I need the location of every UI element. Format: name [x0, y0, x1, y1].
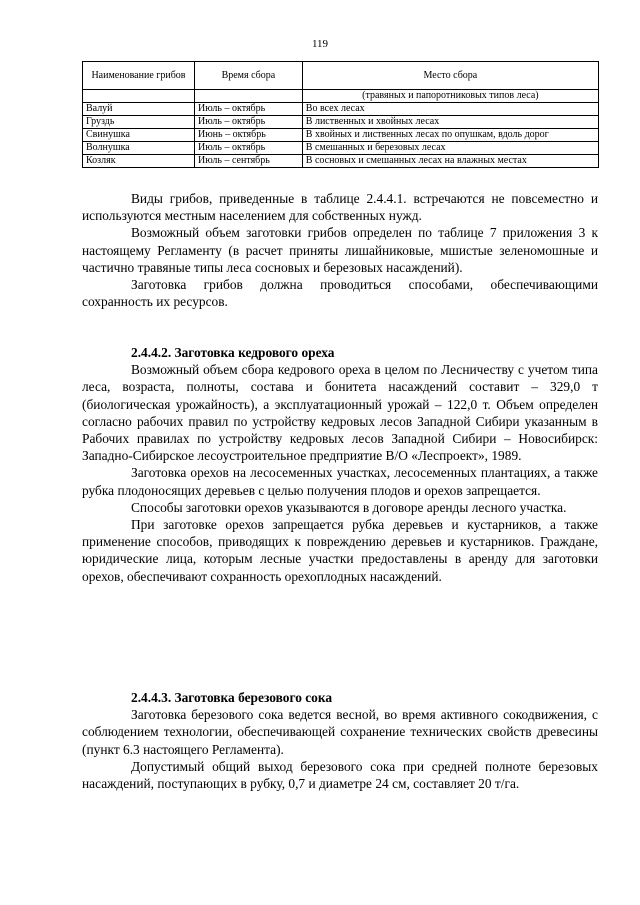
paragraph: Возможный объем сбора кедрового ореха в целом по Лесничеству с учетом типа леса, возраста, полноты, состава и бонитета насаждений составит – 329,0 т (биологическая урожайность), а эксплуатационный урожай – 122,0 т. Объем определен согласно рабочих правил по устройству кедровых лесов Западной Сибири указанным в Рабочих правилах по устройству кедровых лесов Западной Сибири – Новосибирск: Западно-Сибирское лесоустроительное предприятие В/О «Леспроект», 1989.: [82, 362, 598, 464]
table-cell: Во всех лесах: [302, 103, 598, 116]
table-row: [83, 129, 599, 142]
table-cell: Волнушка: [83, 142, 195, 155]
section-cedar-nuts: [82, 344, 598, 585]
table-cell: Июнь – октябрь: [194, 129, 302, 142]
table-cell: Валуй: [83, 103, 195, 116]
table-header-row: [83, 62, 599, 90]
table-row: [83, 142, 599, 155]
paragraph: При заготовке орехов запрещается рубка деревьев и кустарников, а также применение способов, приводящих к повреждению деревьев и кустарников. Граждане, юридические лица, которым лесные участки предоставлены в аренду для заготовки орехов, обеспечивают сохранность орехоплодных насаждений.: [82, 517, 598, 584]
mushrooms-text-block: [82, 190, 598, 310]
table-cell: В сосновых и смешанных лесах на влажных местах: [302, 155, 598, 168]
paragraph: Заготовка березового сока ведется весной, во время активного сокодвижения, с соблюдением технологии, обеспечивающей сохранение технических свойств древесины (пункт 6.3 настоящего Регламента).: [82, 707, 598, 757]
paragraph: Допустимый общий выход березового сока при средней полноте березовых насаждений, поступающих в рубку, 0,7 и диаметре 24 см, составляет 20 т/га.: [82, 758, 598, 792]
paragraph: Возможный объем заготовки грибов определен по таблице 7 приложения 3 к настоящему Регламенту (в расчет приняты лишайниковые, мшистые зеленомошные и частично травяные типы леса сосновых и березовых насаждений).: [82, 225, 598, 275]
table-header-cell: Наименование грибов: [83, 62, 195, 90]
table-row: [83, 155, 599, 168]
table-cell: [194, 90, 302, 103]
table-row: [83, 90, 599, 103]
table-cell: Июль – октябрь: [194, 103, 302, 116]
paragraph: Заготовка грибов должна проводиться способами, обеспечивающими сохранность их ресурсов.: [82, 277, 598, 310]
paragraph: Виды грибов, приведенные в таблице 2.4.4.1. встречаются не повсеместно и используются местным населением для собственных нужд.: [82, 191, 598, 224]
table-cell: Козляк: [83, 155, 195, 168]
table-cell: В хвойных и лиственных лесах по опушкам, вдоль дорог: [302, 129, 598, 142]
table-header-cell: Место сбора: [302, 62, 598, 90]
table-cell: Июль – октябрь: [194, 116, 302, 129]
table-cell: Свинушка: [83, 129, 195, 142]
table-row: [83, 103, 599, 116]
table-cell: (травяных и папоротниковых типов леса): [302, 90, 598, 103]
table-cell: Груздь: [83, 116, 195, 129]
mushroom-table: [82, 61, 599, 168]
page-number: 119: [311, 38, 329, 50]
section-heading: 2.4.4.2. Заготовка кедрового ореха: [131, 345, 335, 360]
section-birch-sap: [82, 689, 598, 792]
table-cell: В смешанных и березовых лесах: [302, 142, 598, 155]
table-cell: Июль – сентябрь: [194, 155, 302, 168]
paragraph: Способы заготовки орехов указываются в договоре аренды лесного участка.: [131, 499, 567, 515]
table-header-cell: Время сбора: [194, 62, 302, 90]
table-row: [83, 116, 599, 129]
table-cell: В лиственных и хвойных лесах: [302, 116, 598, 129]
table-cell: Июль – октябрь: [194, 142, 302, 155]
paragraph: Заготовка орехов на лесосеменных участках, лесосеменных плантациях, а также рубка плодоносящих деревьев с целью получения плодов и орехов запрещается.: [82, 465, 598, 498]
section-heading: 2.4.4.3. Заготовка березового сока: [131, 690, 333, 705]
table-cell: [83, 90, 195, 103]
